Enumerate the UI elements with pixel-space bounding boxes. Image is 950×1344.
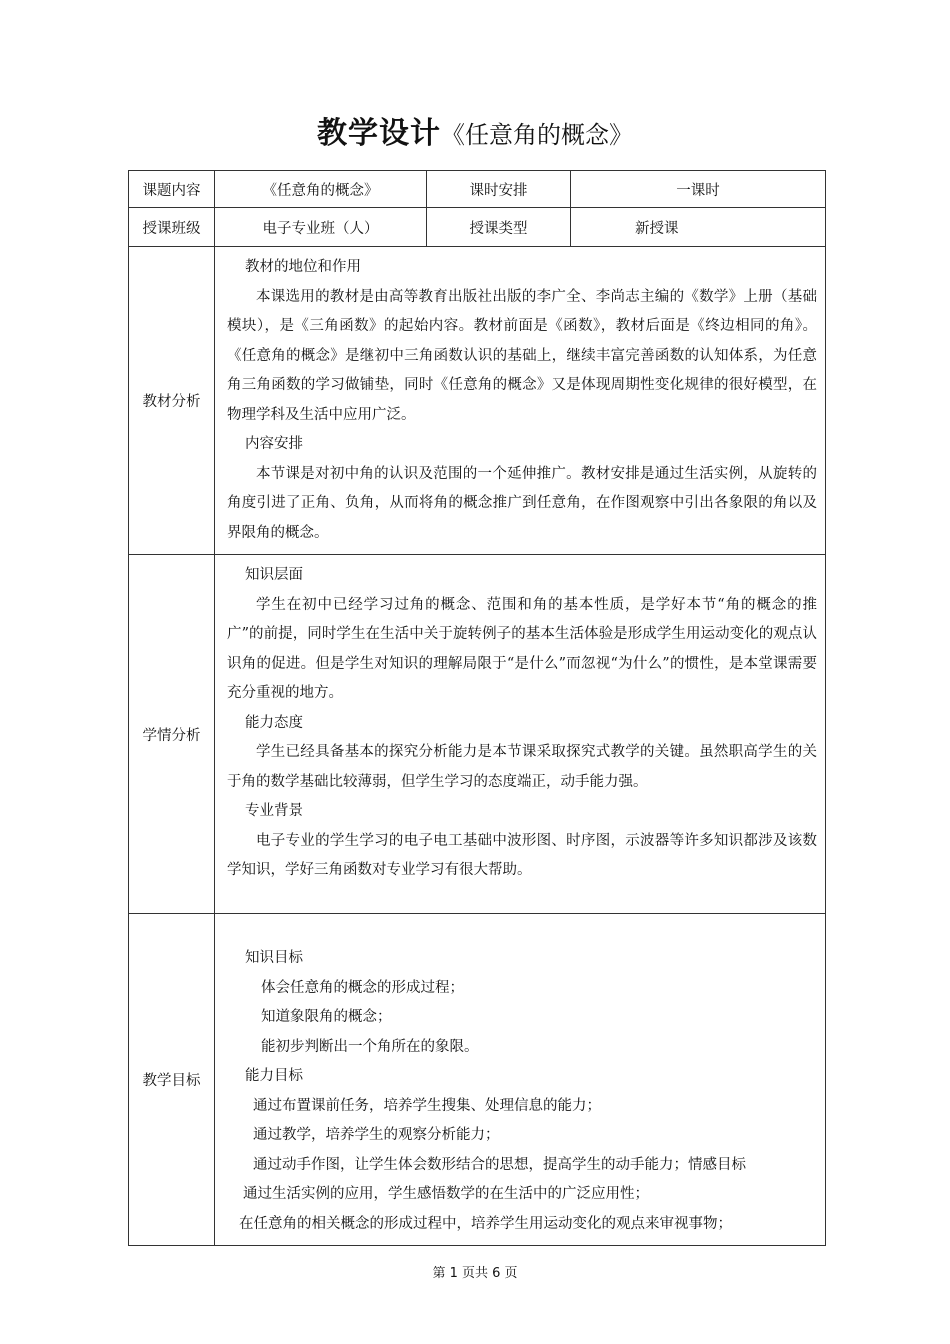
title-main: 教学设计 xyxy=(317,116,441,151)
textbook-heading-1: 教材的地位和作用 xyxy=(245,259,361,275)
class-label: 授课班级 xyxy=(129,208,215,247)
row-goals xyxy=(129,914,826,1246)
goals-emotion-2: 在任意角的相关概念的形成过程中，培养学生用运动变化的观点来审视事物； xyxy=(239,1215,732,1232)
goals-ability-1: 通过布置课前任务，培养学生搜集、处理信息的能力； xyxy=(253,1097,601,1114)
type-label: 授课类型 xyxy=(427,208,571,247)
row-class xyxy=(129,208,826,247)
students-heading-1: 知识层面 xyxy=(245,567,303,583)
textbook-label: 教材分析 xyxy=(129,247,215,555)
goals-content xyxy=(215,914,826,1246)
students-heading-3: 专业背景 xyxy=(245,803,303,819)
hours-value: 一课时 xyxy=(571,171,826,208)
page-title xyxy=(0,108,950,152)
students-label: 学情分析 xyxy=(129,555,215,914)
textbook-paragraph-2: 本节课是对初中角的认识及范围的一个延伸推广。教材安排是通过生活实例，从旋转的角度引进了正角、负角，从而将角的概念推广到任意角，在作图观察中引出各象限的角以及界限角的概念。 xyxy=(227,465,817,541)
goals-label: 教学目标 xyxy=(129,914,215,1246)
class-value: 电子专业班（人） xyxy=(215,208,427,247)
goals-heading-2: 能力目标 xyxy=(245,1068,303,1084)
row-students xyxy=(129,555,826,914)
textbook-content xyxy=(215,247,826,555)
goals-emotion-1: 通过生活实例的应用，学生感悟数学的在生活中的广泛应用性； xyxy=(243,1186,649,1202)
students-paragraph-2: 学生已经具备基本的探究分析能力是本节课采取探究式教学的关键。虽然职高学生的关于角的数学基础比较薄弱，但学生学习的态度端正，动手能力强。 xyxy=(227,744,817,790)
goals-heading-1: 知识目标 xyxy=(245,950,303,966)
goals-knowledge-2: 知道象限角的概念； xyxy=(261,1009,392,1025)
students-content xyxy=(215,555,826,914)
goals-ability-3: 通过动手作图，让学生体会数形结合的思想，提高学生的动手能力；情感目标 xyxy=(253,1156,746,1173)
textbook-paragraph-1: 本课选用的教材是由高等教育出版社出版的李广全、李尚志主编的《数学》上册（基础模块），是《三角函数》的起始内容。教材前面是《函数》，教材后面是《终边相同的角》。《任意角的概念》是继初中三角函数认识的基础上，继续丰富完善函数的认知体系，为任意角三角函数的学习做铺垫，同时《任意角的概念》又是体现周期性变化规律的很好模型，在物理学科及生活中应用广泛。 xyxy=(227,288,817,423)
students-paragraph-1: 学生在初中已经学习过角的概念、范围和角的基本性质，是学好本节“角的概念的推广”的前提，同时学生在生活中关于旋转例子的基本生活体验是形成学生用运动变化的观点认识角的促进。但是学生对知识的理解局限于“是什么”而忽视“为什么”的惯性，是本堂课需要充分重视的地方。 xyxy=(227,596,817,701)
students-paragraph-3: 电子专业的学生学习的电子电工基础中波形图、时序图，示波器等许多知识都涉及该数学知识，学好三角函数对专业学习有很大帮助。 xyxy=(227,832,817,878)
topic-label: 课题内容 xyxy=(129,171,215,208)
students-heading-2: 能力态度 xyxy=(245,714,303,731)
goals-ability-2: 通过教学，培养学生的观察分析能力； xyxy=(253,1127,500,1143)
row-topic xyxy=(129,171,826,208)
page-footer: 第 1 页共 6 页 xyxy=(432,1266,518,1281)
textbook-heading-2: 内容安排 xyxy=(245,436,303,452)
row-textbook xyxy=(129,247,826,555)
topic-value: 《任意角的概念》 xyxy=(215,171,427,208)
hours-label: 课时安排 xyxy=(427,171,571,208)
lesson-plan-table xyxy=(128,170,826,1246)
title-sub: 《任意角的概念》 xyxy=(441,121,633,149)
type-value: 新授课 xyxy=(571,208,826,247)
goals-knowledge-1: 体会任意角的概念的形成过程； xyxy=(261,979,464,996)
goals-knowledge-3: 能初步判断出一个角所在的象限。 xyxy=(261,1038,479,1055)
